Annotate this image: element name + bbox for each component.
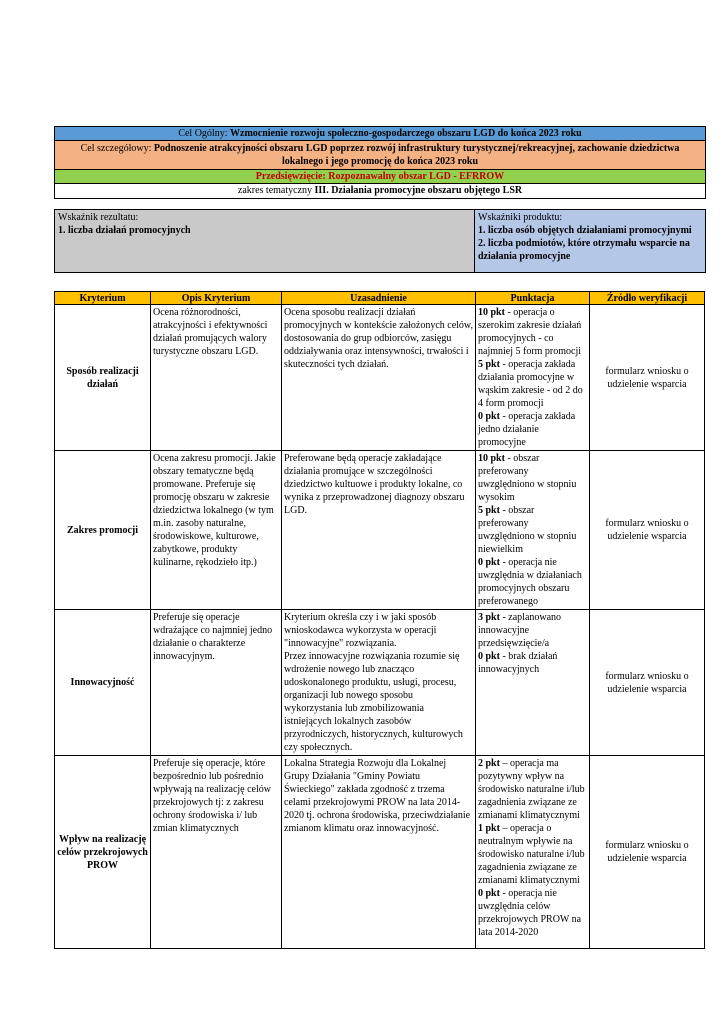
source-cell: formularz wniosku o udzielenie wsparcia	[590, 305, 705, 451]
source-cell: formularz wniosku o udzielenie wsparcia	[590, 451, 705, 610]
scope-row	[55, 184, 705, 198]
col-header-source: Źródło weryfikacji	[590, 292, 705, 305]
criteria-table	[54, 291, 705, 949]
specific-goal-text: Podnoszenie atrakcyjności obszaru LGD poprzez rozwój infrastruktury turystycznej/rekreacyjnej, zachowanie dziedzictwa lokalnego i jego promocję do końca 2023 roku	[153, 143, 680, 167]
result-indicator	[55, 210, 475, 272]
points-cell: 10 pkt - obszar preferowany uwzględniono w stopniu wysokim 5 pkt - obszar preferowany uwzględniono w stopniu niewielkim 0 pkt - operacja nie uwzględnia w działaniach promocyjnych obszaru preferowanego	[476, 451, 590, 610]
description-cell: Preferuje się operacje, które bezpośrednio lub pośrednio wpływają na realizację celów przekrojowych tj: z zakresu ochrony środowiska i/ lub zmian klimatycznych	[151, 756, 282, 949]
criterion-cell: Innowacyjność	[55, 610, 151, 756]
points-cell: 10 pkt - operacja o szerokim zakresie działań promocyjnych - co najmniej 5 form promocji 5 pkt - operacja zakłada działania promocyjne w wąskim zakresie - od 2 do 4 form promocji 0 pkt - operacja zakłada jedno działanie promocyjne	[476, 305, 590, 451]
result-indicator-1: 1. liczba działań promocyjnych	[58, 225, 191, 236]
criterion-cell: Zakres promocji	[55, 451, 151, 610]
goals-header	[54, 126, 706, 199]
criterion-cell: Wpływ na realizację celów przekrojowych PROW	[55, 756, 151, 949]
specific-goal-row	[55, 141, 705, 170]
justification-cell: Ocena sposobu realizacji działań promocyjnych w kontekście założonych celów, dostosowania do grup odbiorców, zasięgu oddziaływania oraz intensywności, trwałości i skuteczności tych działań.	[282, 305, 476, 451]
general-goal-label: Cel Ogólny:	[178, 128, 230, 139]
product-indicators	[475, 210, 705, 272]
points-cell: 2 pkt – operacja ma pozytywny wpływ na środowisko naturalne i/lub zagadnienia związane ze zmianami klimatycznymi 1 pkt – operacja o neutralnym wpływie na środowisko naturalne i/lub zagadnienia związane ze zmianami klimatycznymi 0 pkt - operacja nie uwzględnia celów przekrojowych PROW na lata 2014-2020	[476, 756, 590, 949]
description-cell: Preferuje się operacje wdrażające co najmniej jedno działanie o charakterze innowacyjnym.	[151, 610, 282, 756]
table-header-row	[55, 292, 705, 305]
table-row	[55, 305, 705, 451]
description-cell: Ocena zakresu promocji. Jakie obszary tematyczne będą promowane. Preferuje się promocję obszaru w zakresie dziedzictwa lokalnego (w tym m.in. zasoby naturalne, środowiskowe, kulturowe, zabytkowe, produkty kulinarne, rękodzieło itp.)	[151, 451, 282, 610]
justification-cell: Preferowane będą operacje zakładające działania promujące w szczególności dziedzictwo kultuowe i produkty lokalne, co wynika z przeprowadzonej diagnozy obszaru LGD.	[282, 451, 476, 610]
scope-label: zakres tematyczny	[237, 185, 315, 196]
table-row	[55, 451, 705, 610]
col-header-criterion: Kryterium	[55, 292, 151, 305]
points-cell: 3 pkt - zaplanowano innowacyjne przedsięwzięcie/a 0 pkt - brak działań innowacyjnych	[476, 610, 590, 756]
description-cell: Ocena różnorodności, atrakcyjności i efektywności działań promujących walory turystyczne obszaru LGD.	[151, 305, 282, 451]
criterion-cell: Sposób realizacji działań	[55, 305, 151, 451]
col-header-points: Punktacja	[476, 292, 590, 305]
product-indicator-label: Wskaźniki produktu:	[478, 212, 563, 223]
product-indicator-2: 2. liczba podmiotów, które otrzymału wsparcie na działania promocyjne	[478, 238, 690, 262]
col-header-description: Opis Kryterium	[151, 292, 282, 305]
justification-cell: Lokalna Strategia Rozwoju dla Lokalnej Grupy Działania "Gminy Powiatu Świeckiego" zakłada zgodność z trzema celami przekrojowymi PROW na lata 2014-2020 tj. ochrona środowiska, przeciwdziałanie zmianom klimatu oraz innowacyjność.	[282, 756, 476, 949]
indicators-box	[54, 209, 706, 273]
source-cell: formularz wniosku o udzielenie wsparcia	[590, 610, 705, 756]
specific-goal-label: Cel szczegółowy:	[80, 143, 154, 154]
col-header-justification: Uzasadnienie	[282, 292, 476, 305]
scope-text: III. Działania promocyjne obszaru objętego LSR	[314, 185, 523, 196]
table-row	[55, 610, 705, 756]
undertaking-row	[55, 170, 705, 184]
general-goal-row	[55, 127, 705, 141]
general-goal-text: Wzmocnienie rozwoju społeczno-gospodarczego obszaru LGD do końca 2023 roku	[230, 128, 582, 139]
undertaking-text: Przedsięwzięcie: Rozpoznawalny obszar LGD - EFRROW	[255, 171, 505, 182]
table-row	[55, 756, 705, 949]
source-cell: formularz wniosku o udzielenie wsparcia	[590, 756, 705, 949]
product-indicator-1: 1. liczba osób objętych działaniami promocyjnymi	[478, 225, 692, 236]
justification-cell: Kryterium określa czy i w jaki sposób wnioskodawca wykorzysta w operacji "innowacyjne" rozwiązania. Przez innowacyjne rozwiązania rozumie się wdrożenie nowego lub znacząco udoskonalonego produktu, usługi, procesu, organizacji lub nowego sposobu wykorzystania lub zmobilizowania istniejących lokalnych zasobów przyrodniczych, historycznych, kulturowych czy społecznych.	[282, 610, 476, 756]
result-indicator-label: Wskaźnik rezultatu:	[58, 212, 139, 223]
